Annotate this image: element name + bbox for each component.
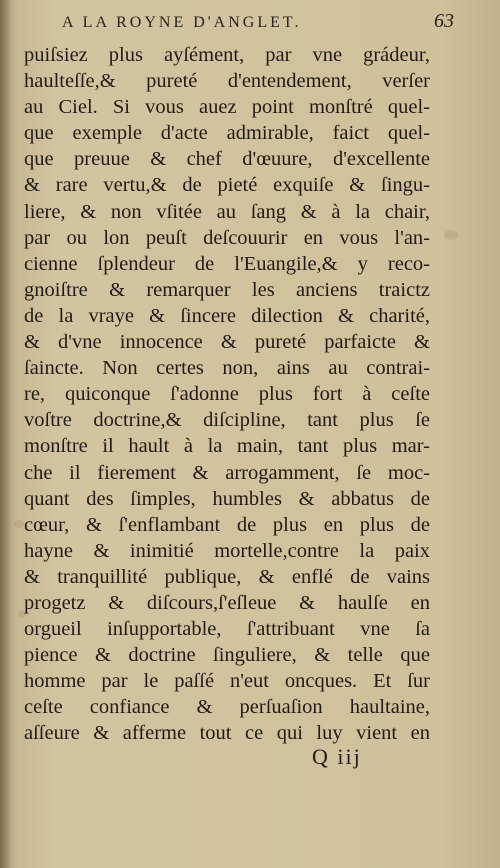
paper-stain bbox=[14, 520, 24, 528]
text-line: & d'vne innocence & pureté parfaicte & bbox=[24, 331, 430, 354]
text-line: liere, & non vſitée au ſang & à la chair, bbox=[24, 200, 430, 223]
text-line: orgueil inſupportable, ſ'attribuant vne ſa bbox=[24, 618, 430, 641]
gutter-shadow bbox=[0, 0, 12, 868]
page-number: 63 bbox=[434, 10, 454, 32]
text-line: pience & doctrine ſinguliere, & telle que bbox=[24, 644, 430, 667]
text-line: que preuue & chef d'œuure, d'excellente bbox=[24, 148, 430, 171]
text-line: de la vraye & ſincere dilection & charité, bbox=[24, 304, 430, 327]
text-line: & rare vertu,& de pieté exquiſe & ſingu- bbox=[24, 174, 430, 197]
text-line: cienne ſplendeur de l'Euangile,& y reco- bbox=[24, 252, 430, 275]
text-line: aſſeure & afferme tout ce qui luy vient en bbox=[24, 722, 430, 745]
text-line: haulteſſe,& pureté d'entendement, verſer bbox=[24, 70, 430, 93]
text-line: hayne & inimitié mortelle,contre la paix bbox=[24, 539, 430, 562]
text-line: cœur, & ſ'enflambant de plus en plus de bbox=[24, 513, 430, 536]
text-line: che il fierement & arrogamment, ſe moc- bbox=[24, 461, 430, 484]
signature-mark: Q iij bbox=[312, 744, 362, 769]
text-line: monſtre il hault à la main, tant plus mar- bbox=[24, 435, 430, 458]
text-line: progetz & diſcours,ſ'eſleue & haulſe en bbox=[24, 591, 430, 614]
text-line: quant des ſimples, humbles & abbatus de bbox=[24, 487, 430, 510]
text-line: & tranquillité publique, & enflé de vains bbox=[24, 565, 430, 588]
text-line: puiſsiez plus ayſément, par vne grádeur, bbox=[24, 44, 430, 66]
body-text bbox=[24, 42, 430, 747]
text-line: voſtre doctrine,& diſcipline, tant plus ſe bbox=[24, 409, 430, 432]
text-line: que exemple d'acte admirable, faict quel- bbox=[24, 122, 430, 145]
text-line: par ou lon peuſt deſcouurir en vous l'an- bbox=[24, 226, 430, 249]
text-line: re, quiconque ſ'adonne plus fort à ceſte bbox=[24, 383, 430, 406]
text-line: ſaincte. Non certes non, ains au contrai- bbox=[24, 357, 430, 380]
running-head: A LA ROYNE D'ANGLET. bbox=[62, 14, 302, 31]
text-line: gnoiſtre & remarquer les anciens traictz bbox=[24, 278, 430, 301]
paper-stain bbox=[444, 230, 458, 240]
text-line: ceſte confiance & perſuaſion haultaine, bbox=[24, 696, 430, 719]
text-line: au Ciel. Si vous auez point monſtré quel- bbox=[24, 96, 430, 119]
text-line: homme par le paſſé n'eut oncques. Et ſur bbox=[24, 670, 430, 693]
